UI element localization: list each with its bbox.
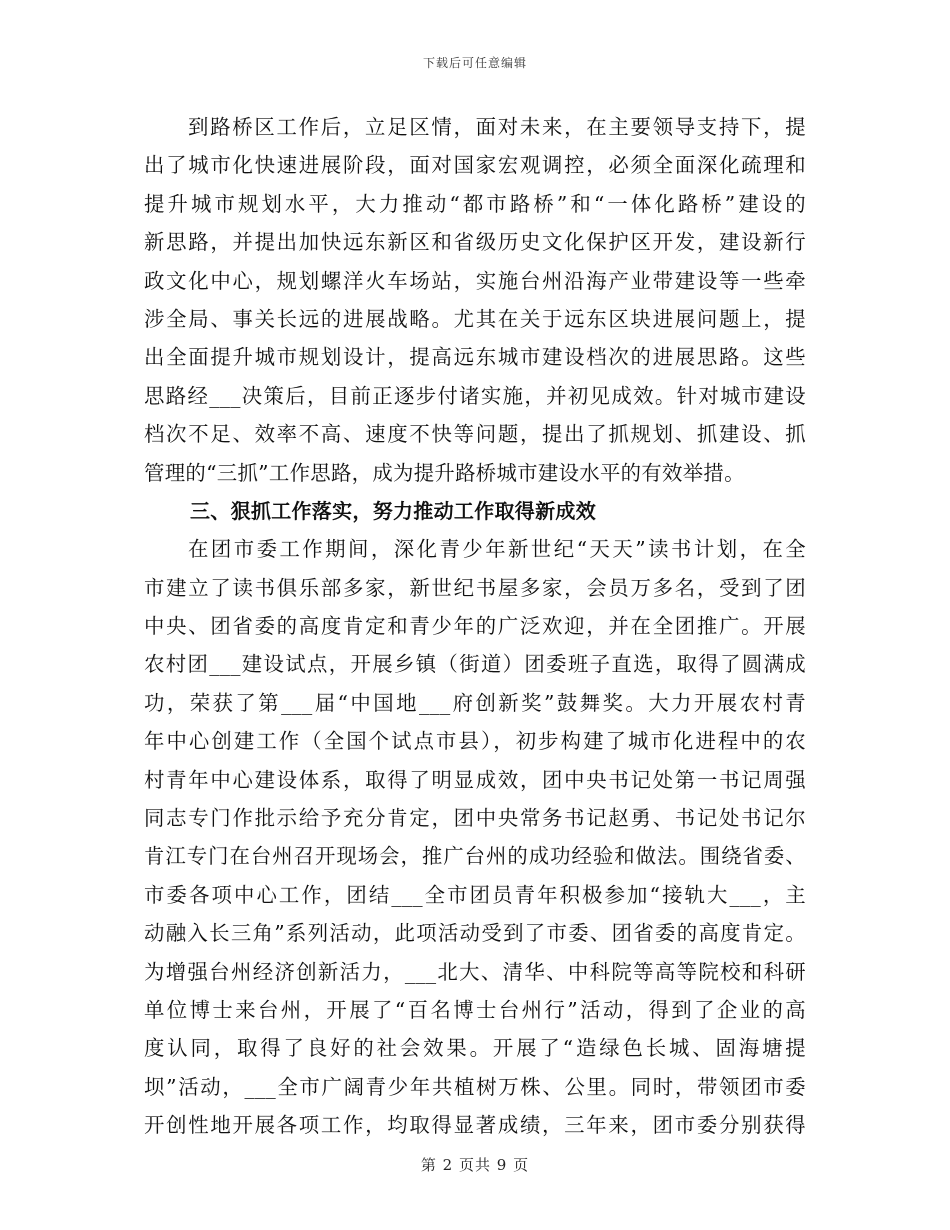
paragraph-line: 开创性地开展各项工作，均取得显著成绩，三年来，团市委分别获得 — [144, 1113, 806, 1138]
paragraph-line: 为增强台州经济创新活力，___北大、清华、中科院等高等院校和科研 — [144, 959, 806, 984]
paragraph-line: 提升城市规划水平，大力推动“都市路桥”和“一体化路桥”建设的 — [144, 191, 806, 216]
paragraph-line: 年中心创建工作（全国个试点市县），初步构建了城市化进程中的农 — [144, 729, 806, 754]
paragraph-line: 到路桥区工作后，立足区情，面对未来，在主要领导支持下，提 — [188, 115, 806, 139]
paragraph-line: 同志专门作批示给予充分肯定，团中央常务书记赵勇、书记处书记尔 — [144, 806, 806, 831]
paragraph-line: 管理的“三抓”工作思路，成为提升路桥城市建设水平的有效举措。 — [144, 460, 745, 485]
paragraph-line: 市委各项中心工作，团结___全市团员青年积极参加“接轨大___，主 — [144, 882, 806, 907]
paragraph-line: 动融入长三角”系列活动，此项活动受到了市委、团省委的高度肯定。 — [144, 921, 806, 946]
paragraph-line: 村青年中心建设体系，取得了明显成效，团中央书记处第一书记周强 — [144, 767, 806, 792]
paragraph-line: 市建立了读书俱乐部多家，新世纪书屋多家，会员万多名，受到了团 — [144, 575, 806, 600]
paragraph-line: 出了城市化快速进展阶段，面对国家宏观调控，必须全面深化疏理和 — [144, 153, 806, 178]
page-number-footer: 第 2 页共 9 页 — [420, 1156, 530, 1174]
paragraph-line: 涉全局、事关长远的进展战略。尤其在关于远东区块进展问题上，提 — [144, 306, 806, 331]
paragraph-line: 新思路，并提出加快远东新区和省级历史文化保护区开发，建设新行 — [144, 230, 806, 255]
page-header: 下载后可任意编辑 — [422, 56, 527, 70]
paragraph-line: 度认同，取得了良好的社会效果。开展了“造绿色长城、固海塘提 — [144, 1036, 806, 1061]
paragraph-line: 档次不足、效率不高、速度不快等问题，提出了抓规划、抓建设、抓 — [144, 422, 806, 447]
document-body — [144, 108, 806, 1145]
paragraph-line: 在团市委工作期间，深化青少年新世纪“天天”读书计划，在全 — [188, 537, 806, 562]
paragraph-line: 坝”活动，___全市广阔青少年共植树万株、公里。同时，带领团市委 — [144, 1074, 806, 1099]
paragraph-line: 农村团___建设试点，开展乡镇（街道）团委班子直选，取得了圆满成 — [144, 652, 806, 677]
paragraph-line: 思路经___决策后，目前正逐步付诸实施，并初见成效。针对城市建设 — [144, 383, 806, 408]
paragraph-line: 中央、团省委的高度肯定和青少年的广泛欢迎，并在全团推广。开展 — [144, 614, 806, 639]
paragraph-line: 出全面提升城市规划设计，提高远东城市建设档次的进展思路。这些 — [144, 345, 806, 370]
paragraph-line: 政文化中心，规划螺洋火车场站，实施台州沿海产业带建设等一些牵 — [144, 268, 806, 293]
paragraph-line: 功，荣获了第___届“中国地___府创新奖”鼓舞奖。大力开展农村青 — [144, 690, 806, 715]
paragraph-line: 肯江专门在台州召开现场会，推广台州的成功经验和做法。围绕省委、 — [144, 844, 806, 869]
paragraph-line: 单位博士来台州，开展了“百名博士台州行”活动，得到了企业的高 — [144, 997, 806, 1022]
section-heading: 三、狠抓工作落实，努力推动工作取得新成效 — [190, 498, 596, 523]
